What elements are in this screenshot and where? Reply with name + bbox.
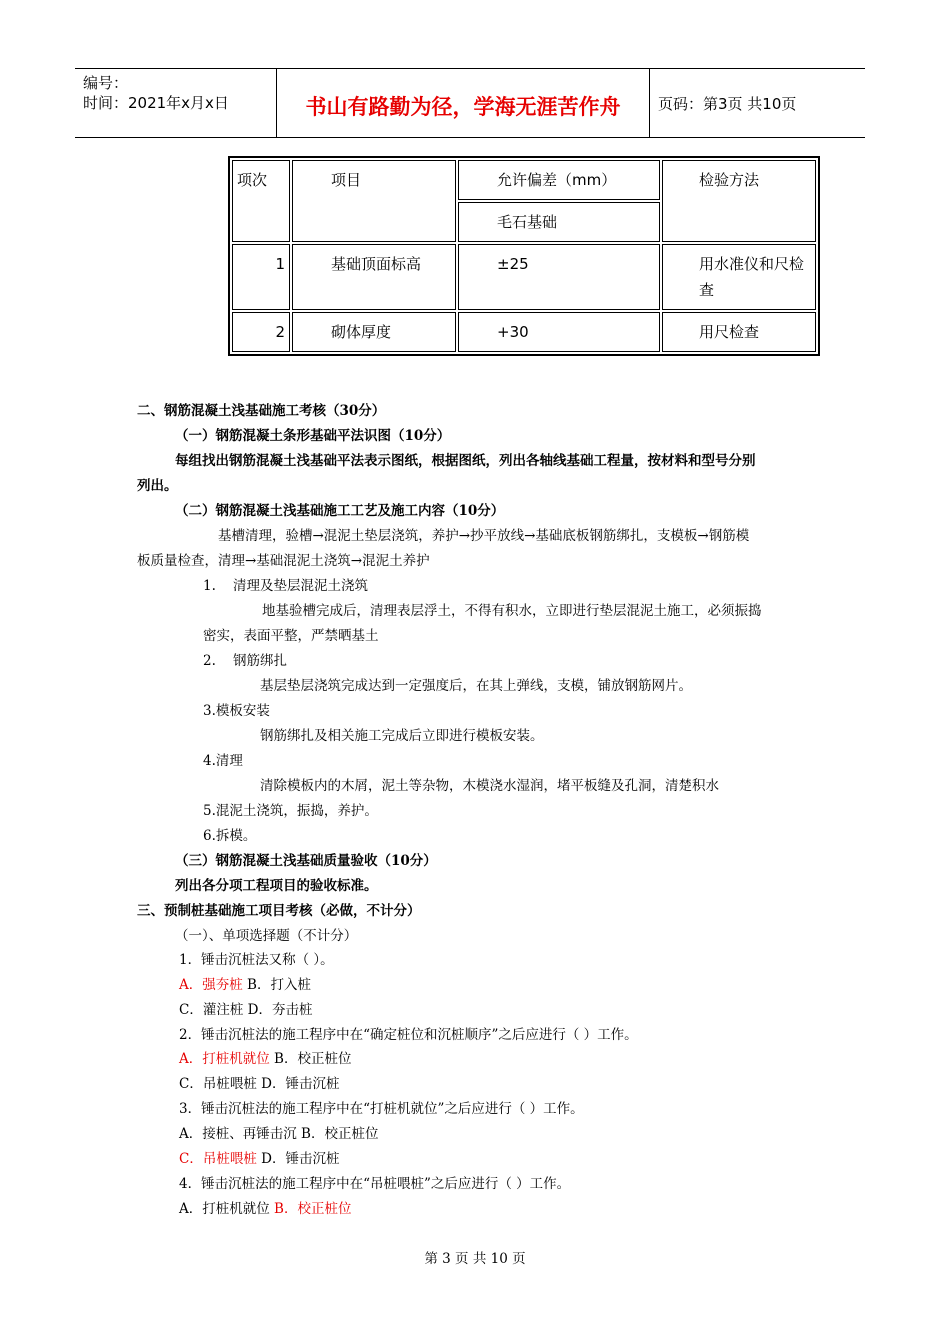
step-title: 2. 钢筋绑扎 [203, 653, 288, 669]
step-title: 1. 清理及垫层混泥土浇筑 [203, 578, 369, 594]
table-header-cell: 项目 [292, 160, 456, 242]
step-text: 地基验槽完成后，清理表层浮土，不得有积水，立即进行垫层混泥土施工，必须振捣 [262, 603, 762, 619]
table-row [232, 312, 816, 352]
table-cell: 基础顶面标高 [292, 244, 456, 310]
table-cell: 用尺检查 [662, 312, 816, 352]
paragraph: 列出各分项工程项目的验收标准。 [175, 878, 378, 894]
table-cell: 砌体厚度 [292, 312, 456, 352]
header-meta [83, 73, 229, 113]
subsection-heading: （二）钢筋混凝土浅基础施工工艺及施工内容（10分） [175, 503, 505, 519]
step-text: 基层垫层浇筑完成达到一定强度后，在其上弹线，支模，铺放钢筋网片。 [260, 678, 692, 694]
step-text: 钢筋绑扎及相关施工完成后立即进行模板安装。 [260, 728, 544, 744]
step-text: 清除模板内的木屑，泥土等杂物，木模浇水湿润，堵平板缝及孔洞，清楚积水 [260, 778, 719, 794]
question: 2．锤击沉桩法的施工程序中在“确定桩位和沉桩顺序”之后应进行（ ）工作。 [179, 1027, 638, 1043]
tolerance-table [228, 156, 820, 356]
answer-options: C．吊桩喂桩 D．锤击沉桩 [179, 1151, 340, 1167]
step-title: 3.模板安装 [203, 703, 270, 719]
answer-options: C．灌注桩 D．夯击桩 [179, 1002, 313, 1018]
table-header-cell: 检验方法 [662, 160, 816, 242]
paragraph: 列出。 [137, 478, 178, 494]
table-header-cell: 允许偏差（mm） [458, 160, 660, 200]
subsection-heading: （一）钢筋混凝土条形基础平法识图（10分） [175, 428, 451, 444]
table-header-cell: 毛石基础 [458, 202, 660, 242]
correct-option: A．打桩机就位 [179, 1051, 270, 1067]
answer-options: C．吊桩喂桩 D．锤击沉桩 [179, 1076, 340, 1092]
correct-option: C．吊桩喂桩 [179, 1151, 257, 1167]
answer-options: A．强夯桩 B．打入桩 [179, 977, 311, 993]
page-footer: 第 3 页 共 10 页 [424, 1251, 526, 1267]
date-label: 时间：2021年x月x日 [83, 94, 229, 112]
table-row [232, 244, 816, 310]
step-title: 5.混泥土浇筑，振捣，养护。 [203, 803, 378, 819]
paragraph: 板质量检查，清理→基础混泥土浇筑→混泥土养护 [137, 553, 430, 569]
section-heading: 二、钢筋混凝土浅基础施工考核（30分） [137, 403, 386, 419]
table-cell: 1 [232, 244, 290, 310]
table-cell: 2 [232, 312, 290, 352]
page-header [75, 68, 865, 138]
answer-options: A．接桩、再锤击沉 B．校正桩位 [179, 1126, 379, 1142]
table-header-cell: 项次 [232, 160, 290, 242]
question: 1．锤击沉桩法又称（ ）。 [179, 952, 334, 968]
page-label: 页码：第3页 共10页 [658, 95, 797, 113]
paragraph: 基槽清理，验槽→混泥土垫层浇筑，养护→抄平放线→基础底板钢筋绑扎，支模板→钢筋模 [218, 528, 750, 544]
step-title: 4.清理 [203, 753, 243, 769]
section-heading: 三、预制桩基础施工项目考核（必做，不计分） [137, 903, 421, 919]
table-cell: ±25 [458, 244, 660, 310]
answer-options: A．打桩机就位 B．校正桩位 [179, 1201, 352, 1217]
number-label: 编号： [83, 74, 129, 92]
question: 3．锤击沉桩法的施工程序中在“打桩机就位”之后应进行（ ）工作。 [179, 1101, 584, 1117]
answer-options: A．打桩机就位 B．校正桩位 [179, 1051, 352, 1067]
motto: 书山有路勤为径，学海无涯苦作舟 [305, 95, 621, 119]
table-cell: +30 [458, 312, 660, 352]
correct-option: B．校正桩位 [269, 1201, 352, 1217]
question: 4．锤击沉桩法的施工程序中在“吊桩喂桩”之后应进行（ ）工作。 [179, 1176, 571, 1192]
step-title: 6.拆模。 [203, 828, 257, 844]
subsection-heading: （一）、单项选择题（不计分） [175, 928, 358, 944]
step-text: 密实，表面平整，严禁晒基土 [203, 628, 379, 644]
correct-option: A．强夯桩 [179, 977, 243, 993]
paragraph: 每组找出钢筋混凝土浅基础平法表示图纸，根据图纸，列出各轴线基础工程量，按材料和型号分别 [175, 453, 756, 469]
table-cell: 用水准仪和尺检查 [662, 244, 816, 310]
subsection-heading: （三）钢筋混凝土浅基础质量验收（10分） [175, 853, 437, 869]
divider [649, 69, 650, 137]
